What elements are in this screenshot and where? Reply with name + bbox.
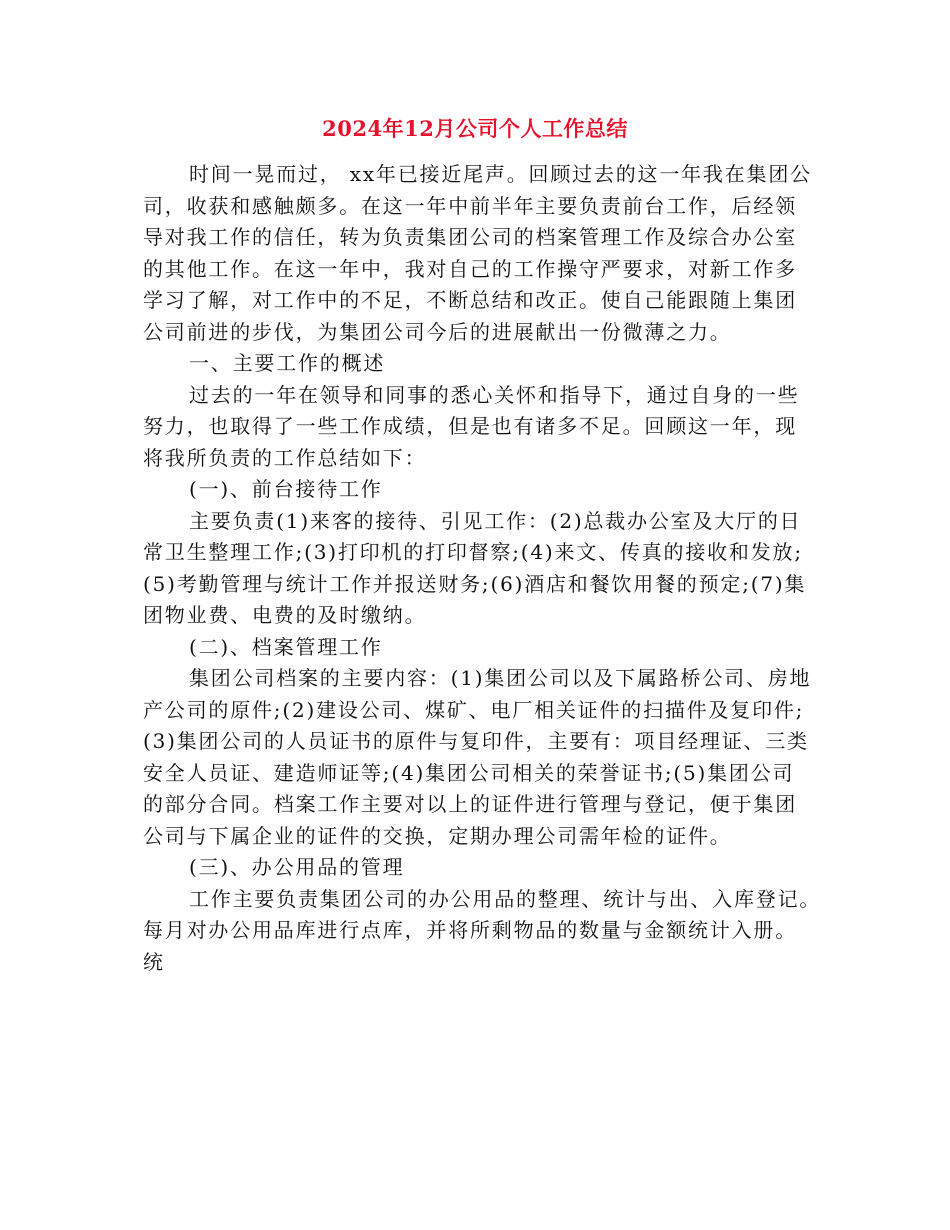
body-line: 将我所负责的工作总结如下： <box>143 445 427 470</box>
body-line: 学习了解，对工作中的不足，不断总结和改正。使自己能跟随上集团 <box>143 288 797 312</box>
body-line: 努力，也取得了一些工作成绩，但是也有诸多不足。回顾这一年，现 <box>143 414 797 438</box>
body-line: 时间一晃而过， xx年已接近尾声。回顾过去的这一年我在集团公 <box>189 162 812 186</box>
body-line: 常卫生整理工作;(3)打印机的打印督察;(4)来文、传真的接收和发放; <box>143 540 803 564</box>
body-line: (一)、前台接待工作 <box>189 477 383 501</box>
body-line: 公司与下属企业的证件的交换，定期办理公司需年检的证件。 <box>143 823 732 848</box>
body-line: 每月对办公用品库进行点库，并将所剩物品的数量与金额统计入册。 <box>143 918 797 942</box>
body-line: 过去的一年在领导和同事的悉心关怀和指导下，通过自身的一些 <box>189 382 800 407</box>
body-line: 统 <box>143 949 165 974</box>
body-line: 产公司的原件;(2)建设公司、煤矿、电厂相关证件的扫描件及复印件; <box>143 697 805 722</box>
body-line: 集团公司档案的主要内容：(1)集团公司以及下属路桥公司、房地 <box>189 666 812 690</box>
body-line: 主要负责(1)来客的接待、引见工作：(2)总裁办公室及大厅的日 <box>189 508 802 533</box>
body-line: 安全人员证、建造师证等;(4)集团公司相关的荣誉证书;(5)集团公司 <box>143 760 795 785</box>
body-line: (三)、办公用品的管理 <box>189 855 405 879</box>
body-line: (二)、档案管理工作 <box>189 634 383 659</box>
body-line: 一、主要工作的概述 <box>189 351 386 375</box>
body-line: 公司前进的步伐，为集团公司今后的进展献出一份微薄之力。 <box>143 319 732 344</box>
document-body <box>143 159 822 978</box>
body-line: 导对我工作的信任，转为负责集团公司的档案管理工作及综合办公室 <box>143 225 797 249</box>
document-title: 2024年12月公司个人工作总结 <box>322 116 628 141</box>
body-line: (3)集团公司的人员证书的原件与复印件，主要有：项目经理证、三类 <box>143 729 809 753</box>
body-line: 工作主要负责集团公司的办公用品的整理、统计与出、入库登记。 <box>189 886 822 911</box>
body-line: 团物业费、电费的及时缴纳。 <box>143 603 427 627</box>
body-line: 的其他工作。在这一年中，我对自己的工作操守严要求，对新工作多 <box>143 256 797 281</box>
body-line: (5)考勤管理与统计工作并报送财务;(6)酒店和餐饮用餐的预定;(7)集 <box>143 571 807 596</box>
body-line: 司，收获和感触颇多。在这一年中前半年主要负责前台工作，后经领 <box>143 193 797 218</box>
body-line: 的部分合同。档案工作主要对以上的证件进行管理与登记，便于集团 <box>143 792 797 816</box>
